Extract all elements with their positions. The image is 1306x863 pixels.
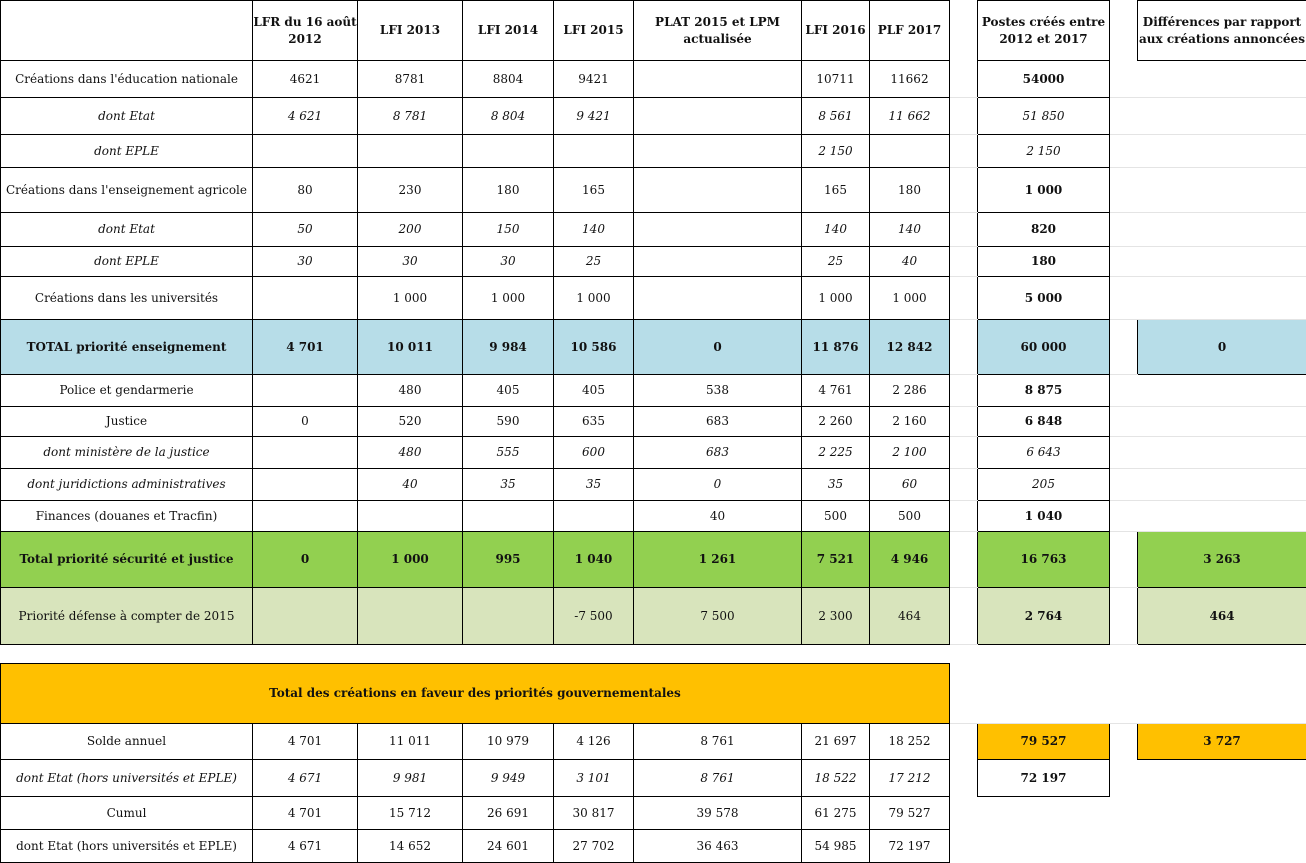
diff-cell	[1138, 135, 1306, 168]
table-row	[1, 168, 1306, 213]
empty-cell	[554, 645, 634, 664]
total-cell: 2 764	[978, 588, 1110, 645]
table-row	[1, 407, 1306, 437]
value-cell: 36 463	[634, 830, 802, 863]
table-row	[1, 724, 1306, 760]
spacer-cell	[950, 469, 978, 501]
value-cell: 150	[463, 213, 554, 247]
value-cell: 9 949	[463, 760, 554, 797]
value-cell	[463, 135, 554, 168]
value-cell: 2 100	[870, 437, 950, 469]
value-cell: 9 421	[554, 98, 634, 135]
value-cell	[358, 135, 463, 168]
value-cell: 4 126	[554, 724, 634, 760]
value-cell: 60	[870, 469, 950, 501]
value-cell: 165	[802, 168, 870, 213]
diff-cell: 3 727	[1138, 724, 1306, 760]
value-cell: 10 979	[463, 724, 554, 760]
value-cell: 15 712	[358, 797, 463, 830]
empty-cell	[950, 645, 978, 664]
spacer-cell	[950, 213, 978, 247]
value-cell: 2 286	[870, 375, 950, 407]
spacer-cell	[950, 375, 978, 407]
value-cell: 1 000	[802, 277, 870, 320]
total-cell: 16 763	[978, 532, 1110, 588]
empty-cell	[1138, 645, 1306, 664]
header-cell: PLF 2017	[870, 1, 950, 61]
value-cell: 4 701	[253, 724, 358, 760]
value-cell: 500	[870, 501, 950, 532]
spacer-cell	[1110, 760, 1138, 797]
spacer-cell	[950, 760, 978, 797]
table-row	[1, 213, 1306, 247]
value-cell	[634, 135, 802, 168]
row-label: Finances (douanes et Tracfin)	[1, 501, 253, 532]
spacer-cell	[1138, 664, 1306, 724]
value-cell: 8 761	[634, 760, 802, 797]
empty-cell	[358, 645, 463, 664]
spacer-cell	[950, 724, 978, 760]
spacer-cell	[950, 830, 978, 863]
header-cell: LFI 2015	[554, 1, 634, 61]
value-cell: 61 275	[802, 797, 870, 830]
value-cell	[634, 277, 802, 320]
value-cell: 1 000	[870, 277, 950, 320]
value-cell: 464	[870, 588, 950, 645]
diff-cell	[1138, 501, 1306, 532]
spacer-cell	[950, 135, 978, 168]
diff-cell	[1138, 797, 1306, 830]
value-cell	[634, 61, 802, 98]
diff-cell	[1138, 98, 1306, 135]
value-cell: 11 662	[870, 98, 950, 135]
value-cell: 30	[253, 247, 358, 277]
spacer-cell	[950, 168, 978, 213]
diff-cell	[1138, 407, 1306, 437]
spacer-cell	[950, 407, 978, 437]
value-cell: 7 500	[634, 588, 802, 645]
value-cell: 600	[554, 437, 634, 469]
total-cell: 180	[978, 247, 1110, 277]
table-row	[1, 588, 1306, 645]
diff-cell	[1138, 247, 1306, 277]
value-cell: 2 150	[802, 135, 870, 168]
total-cell: 60 000	[978, 320, 1110, 375]
table-row	[1, 98, 1306, 135]
table-row	[1, 797, 1306, 830]
spacer-cell	[950, 247, 978, 277]
value-cell: 26 691	[463, 797, 554, 830]
spacer-cell	[950, 797, 978, 830]
spacer-cell	[950, 532, 978, 588]
value-cell: 200	[358, 213, 463, 247]
table-row	[1, 61, 1306, 98]
header-cell: LFI 2016	[802, 1, 870, 61]
value-cell: 72 197	[870, 830, 950, 863]
value-cell	[253, 588, 358, 645]
value-cell: 480	[358, 375, 463, 407]
value-cell: 140	[870, 213, 950, 247]
spacer-cell	[1110, 135, 1138, 168]
empty-cell	[978, 645, 1110, 664]
value-cell	[253, 437, 358, 469]
value-cell: 30 817	[554, 797, 634, 830]
spacer-cell	[1110, 61, 1138, 98]
table-row	[1, 135, 1306, 168]
value-cell: 8 561	[802, 98, 870, 135]
value-cell: 40	[634, 501, 802, 532]
total-cell	[978, 830, 1110, 863]
value-cell: 520	[358, 407, 463, 437]
value-cell: 590	[463, 407, 554, 437]
diff-cell: 0	[1138, 320, 1306, 375]
spacer-cell	[950, 437, 978, 469]
value-cell	[634, 247, 802, 277]
value-cell: 8804	[463, 61, 554, 98]
row-label: dont Etat (hors universités et EPLE)	[1, 830, 253, 863]
spacer-cell	[950, 98, 978, 135]
header-cell	[950, 1, 978, 61]
value-cell: 9421	[554, 61, 634, 98]
value-cell	[253, 469, 358, 501]
table-row	[1, 247, 1306, 277]
value-cell: 4621	[253, 61, 358, 98]
total-cell: 79 527	[978, 724, 1110, 760]
value-cell: 1 040	[554, 532, 634, 588]
header-cell	[1, 1, 253, 61]
spacer-cell	[1110, 375, 1138, 407]
value-cell: 7 521	[802, 532, 870, 588]
spacer-cell	[950, 277, 978, 320]
value-cell: 30	[463, 247, 554, 277]
empty-cell	[634, 645, 802, 664]
empty-cell	[463, 645, 554, 664]
value-cell: 230	[358, 168, 463, 213]
value-cell: 683	[634, 407, 802, 437]
header-cell: LFR du 16 août 2012	[253, 1, 358, 61]
spacer-cell	[1110, 437, 1138, 469]
diff-cell	[1138, 213, 1306, 247]
row-label: Justice	[1, 407, 253, 437]
spacer-cell	[950, 588, 978, 645]
value-cell	[253, 277, 358, 320]
value-cell: 4 946	[870, 532, 950, 588]
value-cell: 140	[802, 213, 870, 247]
value-cell: 0	[634, 469, 802, 501]
value-cell	[634, 168, 802, 213]
value-cell: 12 842	[870, 320, 950, 375]
header-cell: LFI 2014	[463, 1, 554, 61]
spacer-cell	[1110, 797, 1138, 830]
total-cell: 2 150	[978, 135, 1110, 168]
spacer-cell	[950, 61, 978, 98]
value-cell	[463, 588, 554, 645]
gap-row	[1, 645, 1306, 664]
spacer-cell	[1110, 213, 1138, 247]
value-cell: 40	[870, 247, 950, 277]
diff-cell: 464	[1138, 588, 1306, 645]
value-cell	[554, 135, 634, 168]
value-cell: 165	[554, 168, 634, 213]
value-cell: 180	[870, 168, 950, 213]
value-cell: 2 225	[802, 437, 870, 469]
value-cell	[634, 98, 802, 135]
spacer-cell	[1110, 277, 1138, 320]
empty-cell	[802, 645, 870, 664]
value-cell: 9 984	[463, 320, 554, 375]
row-label: Créations dans les universités	[1, 277, 253, 320]
value-cell	[253, 501, 358, 532]
value-cell	[870, 135, 950, 168]
row-label: dont ministère de la justice	[1, 437, 253, 469]
value-cell: 140	[554, 213, 634, 247]
table-row	[1, 375, 1306, 407]
value-cell: 405	[554, 375, 634, 407]
spacer-cell	[1110, 724, 1138, 760]
total-cell: 1 040	[978, 501, 1110, 532]
total-cell: 5 000	[978, 277, 1110, 320]
header-cell: Différences par rapport aux créations annoncées	[1138, 1, 1306, 61]
value-cell	[358, 501, 463, 532]
value-cell: 54 985	[802, 830, 870, 863]
spacer-cell	[1110, 320, 1138, 375]
row-label: Créations dans l'éducation nationale	[1, 61, 253, 98]
empty-cell	[1110, 645, 1138, 664]
value-cell: 35	[463, 469, 554, 501]
total-cell: 205	[978, 469, 1110, 501]
value-cell	[463, 501, 554, 532]
diff-cell: 3 263	[1138, 532, 1306, 588]
row-label: Police et gendarmerie	[1, 375, 253, 407]
header-cell: PLAT 2015 et LPM actualisée	[634, 1, 802, 61]
value-cell: 995	[463, 532, 554, 588]
total-cell: 51 850	[978, 98, 1110, 135]
value-cell: 11 011	[358, 724, 463, 760]
table-row	[1, 501, 1306, 532]
total-cell: 820	[978, 213, 1110, 247]
value-cell: 25	[554, 247, 634, 277]
value-cell: 39 578	[634, 797, 802, 830]
value-cell: 24 601	[463, 830, 554, 863]
value-cell	[634, 213, 802, 247]
value-cell: 1 000	[554, 277, 634, 320]
value-cell: 683	[634, 437, 802, 469]
section-title: Total des créations en faveur des priorités gouvernementales	[1, 664, 950, 724]
value-cell: 4 671	[253, 760, 358, 797]
empty-cell	[870, 645, 950, 664]
value-cell: 8781	[358, 61, 463, 98]
value-cell: 17 212	[870, 760, 950, 797]
value-cell: 8 761	[634, 724, 802, 760]
value-cell: 14 652	[358, 830, 463, 863]
value-cell: 35	[802, 469, 870, 501]
spacer-cell	[1110, 407, 1138, 437]
value-cell: 35	[554, 469, 634, 501]
spacer-cell	[978, 664, 1110, 724]
row-label: dont EPLE	[1, 247, 253, 277]
value-cell: 79 527	[870, 797, 950, 830]
total-cell: 72 197	[978, 760, 1110, 797]
row-label: Priorité défense à compter de 2015	[1, 588, 253, 645]
table-row	[1, 437, 1306, 469]
header-cell: Postes créés entre 2012 et 2017	[978, 1, 1110, 61]
row-label: Total priorité sécurité et justice	[1, 532, 253, 588]
row-label: dont EPLE	[1, 135, 253, 168]
spacer-cell	[950, 664, 978, 724]
value-cell	[253, 135, 358, 168]
value-cell: 2 160	[870, 407, 950, 437]
value-cell: 1 261	[634, 532, 802, 588]
value-cell: 30	[358, 247, 463, 277]
row-label: dont Etat	[1, 213, 253, 247]
row-label: TOTAL priorité enseignement	[1, 320, 253, 375]
table-row	[1, 830, 1306, 863]
value-cell: 405	[463, 375, 554, 407]
total-cell	[978, 797, 1110, 830]
value-cell: 1 000	[358, 277, 463, 320]
value-cell	[358, 588, 463, 645]
value-cell: 635	[554, 407, 634, 437]
value-cell: 0	[253, 532, 358, 588]
value-cell: 4 701	[253, 797, 358, 830]
section-title-row	[1, 664, 1306, 724]
value-cell: 40	[358, 469, 463, 501]
value-cell: -7 500	[554, 588, 634, 645]
value-cell: 0	[253, 407, 358, 437]
value-cell: 4 701	[253, 320, 358, 375]
row-label: Créations dans l'enseignement agricole	[1, 168, 253, 213]
value-cell: 25	[802, 247, 870, 277]
total-cell: 6 848	[978, 407, 1110, 437]
value-cell: 11662	[870, 61, 950, 98]
spacer-cell	[1110, 664, 1138, 724]
diff-cell	[1138, 61, 1306, 98]
spacer-cell	[1110, 98, 1138, 135]
value-cell: 10 586	[554, 320, 634, 375]
spacer-cell	[1110, 469, 1138, 501]
table-row	[1, 277, 1306, 320]
value-cell: 180	[463, 168, 554, 213]
value-cell: 21 697	[802, 724, 870, 760]
value-cell: 3 101	[554, 760, 634, 797]
row-label: dont Etat (hors universités et EPLE)	[1, 760, 253, 797]
diff-cell	[1138, 830, 1306, 863]
spacer-cell	[1110, 532, 1138, 588]
row-label: dont Etat	[1, 98, 253, 135]
empty-cell	[253, 645, 358, 664]
spacer-cell	[1110, 830, 1138, 863]
spacer-cell	[1110, 168, 1138, 213]
value-cell: 2 300	[802, 588, 870, 645]
value-cell: 500	[802, 501, 870, 532]
diff-cell	[1138, 375, 1306, 407]
spacer-cell	[950, 320, 978, 375]
empty-cell	[1, 645, 253, 664]
value-cell: 2 260	[802, 407, 870, 437]
value-cell: 4 621	[253, 98, 358, 135]
value-cell: 1 000	[358, 532, 463, 588]
value-cell: 18 522	[802, 760, 870, 797]
total-cell: 6 643	[978, 437, 1110, 469]
spacer-cell	[950, 501, 978, 532]
spacer-cell	[1110, 588, 1138, 645]
total-cell: 8 875	[978, 375, 1110, 407]
header-row	[1, 1, 1306, 61]
value-cell: 11 876	[802, 320, 870, 375]
total-cell: 1 000	[978, 168, 1110, 213]
value-cell: 80	[253, 168, 358, 213]
diff-cell	[1138, 437, 1306, 469]
row-label: Solde annuel	[1, 724, 253, 760]
value-cell: 538	[634, 375, 802, 407]
table-row	[1, 320, 1306, 375]
row-label: Cumul	[1, 797, 253, 830]
value-cell: 10711	[802, 61, 870, 98]
value-cell	[554, 501, 634, 532]
value-cell	[253, 375, 358, 407]
value-cell: 18 252	[870, 724, 950, 760]
value-cell: 4 671	[253, 830, 358, 863]
row-label: dont juridictions administratives	[1, 469, 253, 501]
diff-cell	[1138, 469, 1306, 501]
value-cell: 4 761	[802, 375, 870, 407]
spacer-cell	[1110, 247, 1138, 277]
value-cell: 0	[634, 320, 802, 375]
value-cell: 555	[463, 437, 554, 469]
diff-cell	[1138, 760, 1306, 797]
value-cell: 480	[358, 437, 463, 469]
table-row	[1, 469, 1306, 501]
value-cell: 9 981	[358, 760, 463, 797]
total-cell: 54000	[978, 61, 1110, 98]
table-row	[1, 760, 1306, 797]
spacer-cell	[1110, 501, 1138, 532]
value-cell: 27 702	[554, 830, 634, 863]
value-cell: 50	[253, 213, 358, 247]
value-cell: 10 011	[358, 320, 463, 375]
diff-cell	[1138, 168, 1306, 213]
value-cell: 1 000	[463, 277, 554, 320]
header-cell: LFI 2013	[358, 1, 463, 61]
table-row	[1, 532, 1306, 588]
header-cell	[1110, 1, 1138, 61]
value-cell: 8 804	[463, 98, 554, 135]
value-cell: 8 781	[358, 98, 463, 135]
diff-cell	[1138, 277, 1306, 320]
